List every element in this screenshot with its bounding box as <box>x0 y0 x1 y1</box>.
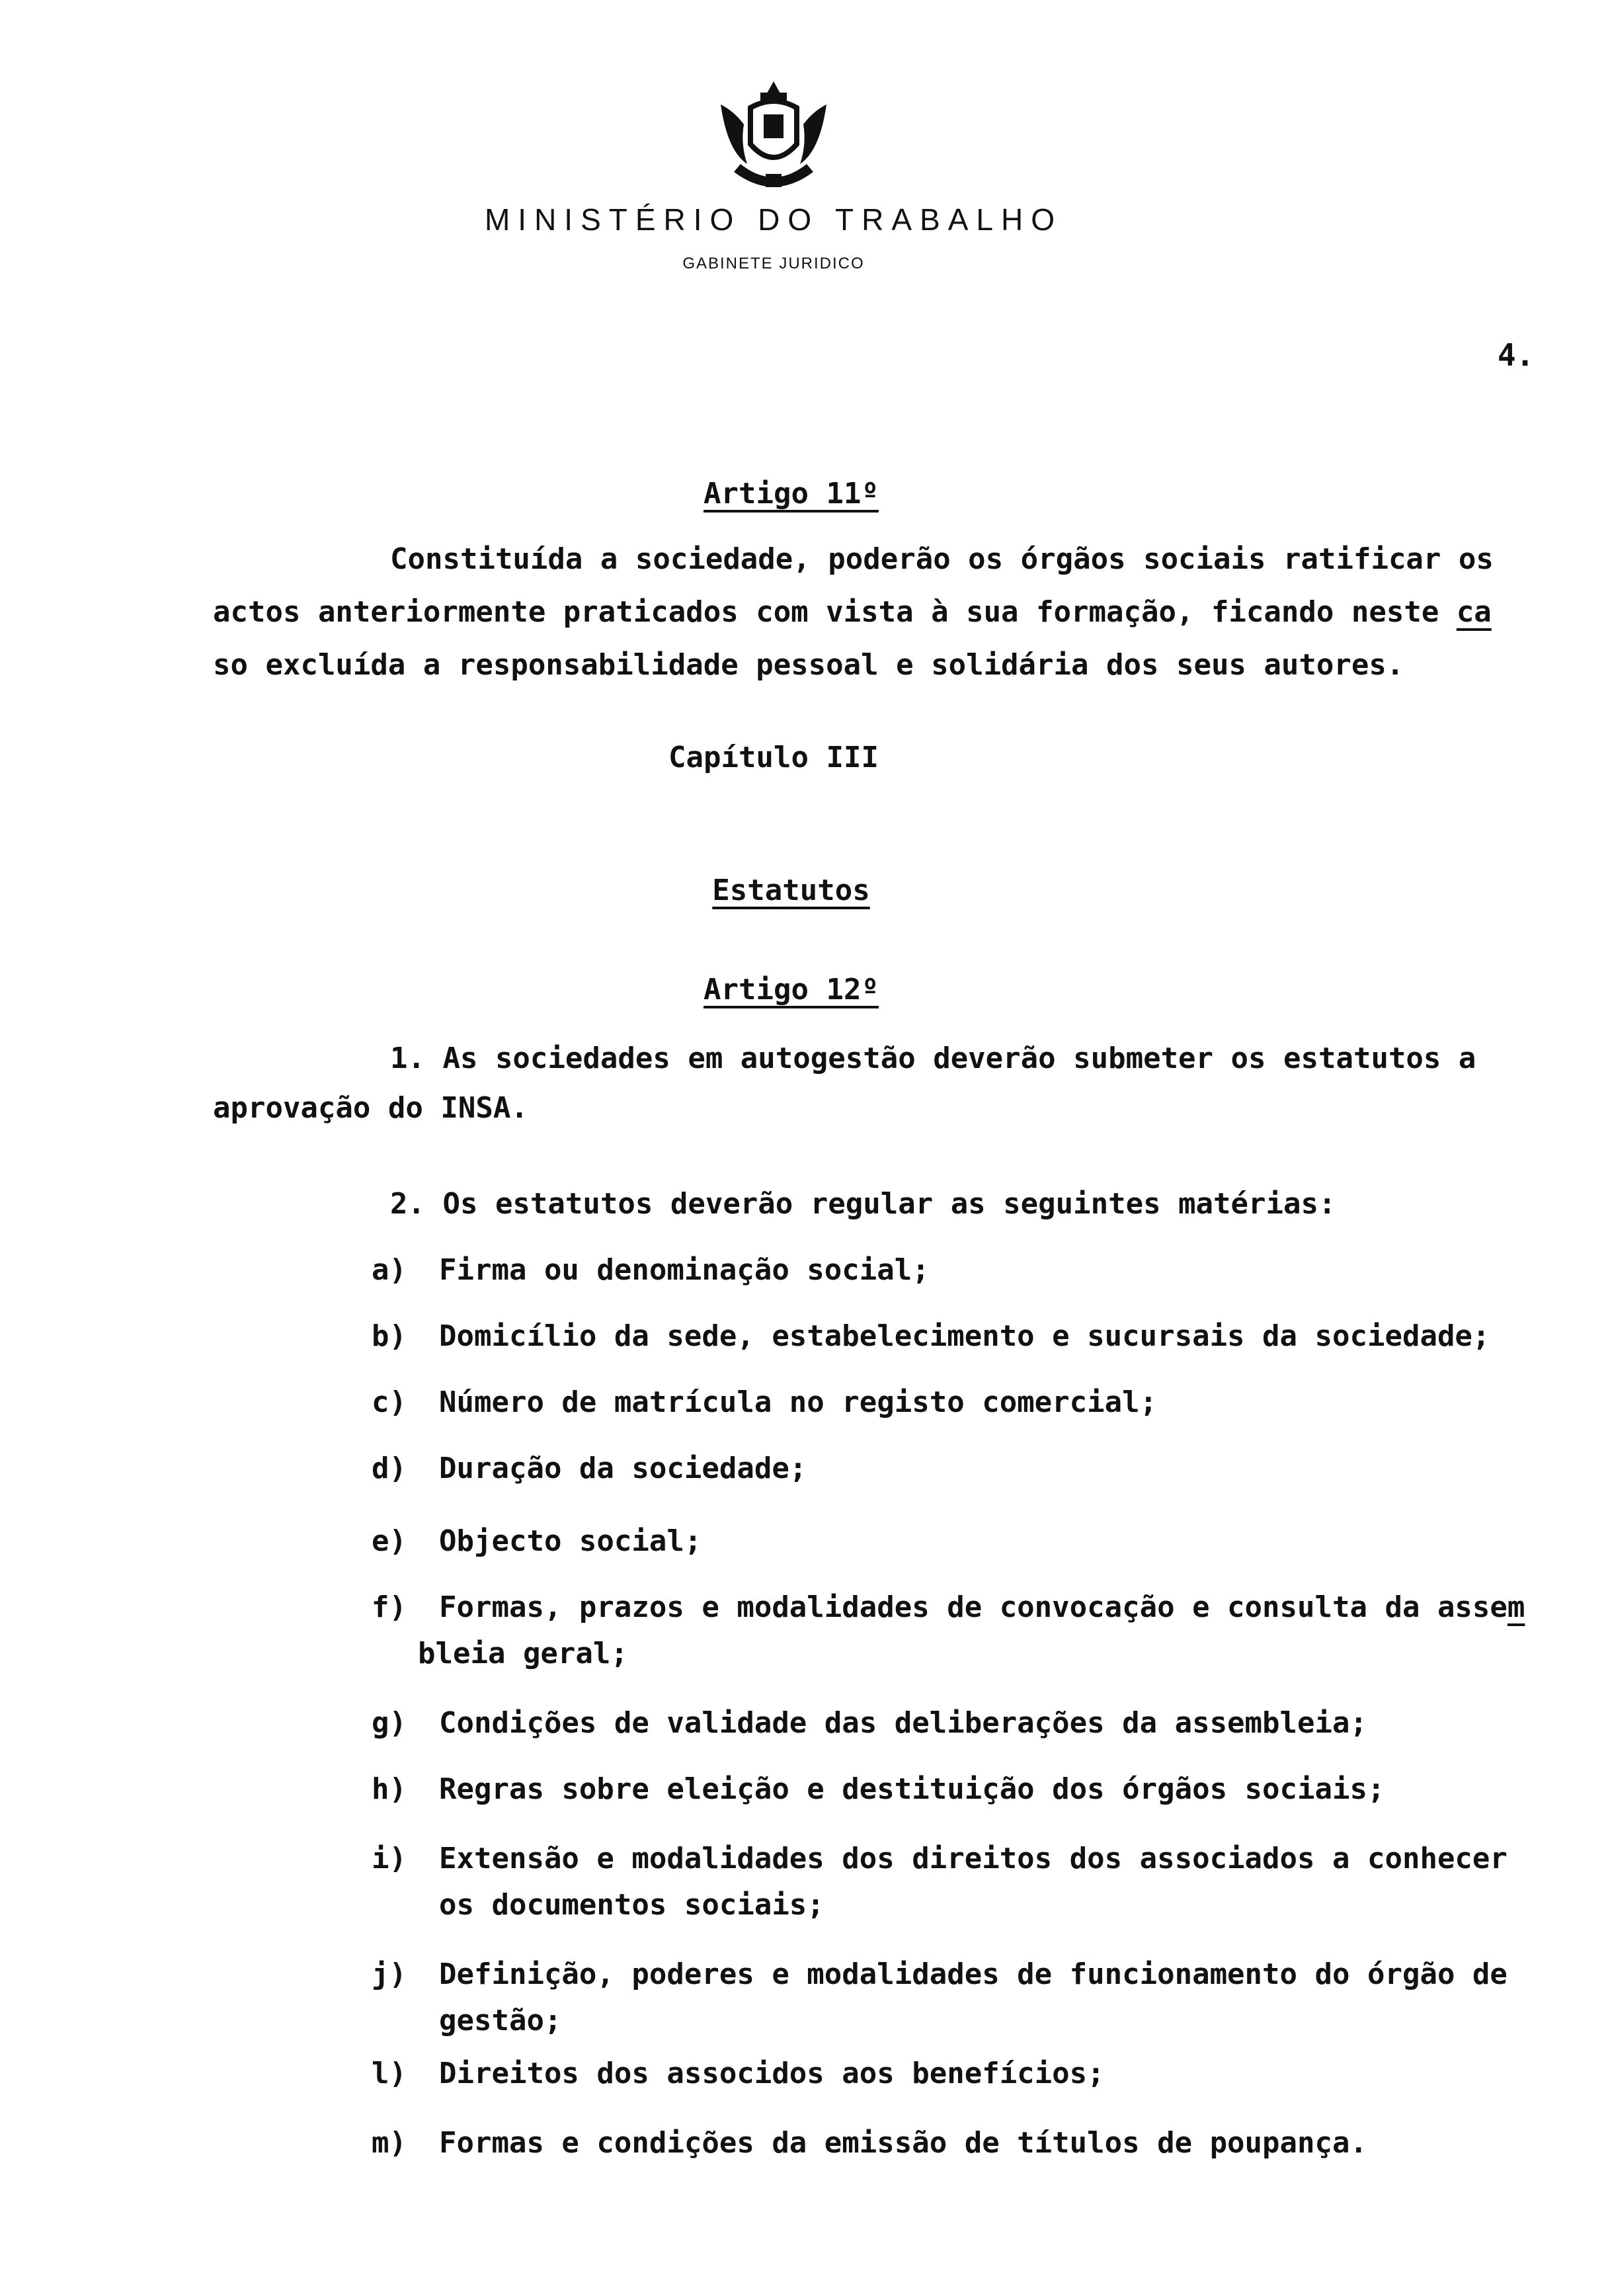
article-11-heading-text: Artigo 11º <box>704 477 879 511</box>
list-item-h <box>372 1772 1385 1806</box>
list-item-label: j) <box>372 1957 407 1991</box>
list-item-m <box>372 2126 1367 2160</box>
article-12-heading <box>0 939 1547 1006</box>
list-item-c <box>372 1385 1157 1419</box>
list-item-text: Extensão e modalidades dos direitos dos associados a conhecer <box>439 1842 1508 1875</box>
list-item-text: Formas, prazos e modalidades de convocação e consulta da asse <box>439 1590 1508 1624</box>
article-11-line-2 <box>213 595 1492 629</box>
article-12-para-1-line-2: aprovação do INSA. <box>213 1091 528 1125</box>
list-item-i-continuation: os documentos sociais; <box>439 1888 824 1922</box>
chapter-title: Capítulo III <box>668 741 879 774</box>
list-item-l <box>372 2057 1105 2090</box>
list-item-j <box>372 1957 1508 1991</box>
list-item-label: i) <box>372 1842 407 1875</box>
list-item-text: Condições de validade das deliberações da assembleia; <box>439 1706 1367 1740</box>
list-item-g <box>372 1706 1367 1740</box>
list-item-text: Objecto social; <box>439 1524 702 1558</box>
chapter-subtitle-wrap <box>0 840 1547 907</box>
list-item-text: Duração da sociedade; <box>439 1452 807 1485</box>
article-11-line-3: so excluída a responsabilidade pessoal e solidária dos seus autores. <box>213 648 1404 682</box>
cabinet-name: GABINETE JURIDICO <box>682 255 865 272</box>
list-item-text: Número de matrícula no registo comercial; <box>439 1385 1158 1419</box>
article-11-heading <box>0 443 1547 511</box>
coat-of-arms-emblem <box>714 78 833 190</box>
article-11-line-2-main: actos anteriormente praticados com vista à sua formação, ficando neste <box>213 595 1457 629</box>
list-item-f-continuation: bleia geral; <box>418 1637 628 1670</box>
list-item-j-continuation: gestão; <box>439 2004 562 2037</box>
list-item-text: Regras sobre eleição e destituição dos órgãos sociais; <box>439 1772 1385 1806</box>
article-12-para-1-line-1: 1. As sociedades em autogestão deverão submeter os estatutos a <box>390 1042 1476 1075</box>
list-item-label: l) <box>372 2057 407 2090</box>
list-item-e <box>372 1524 702 1558</box>
list-item-label: d) <box>372 1452 407 1485</box>
article-11-line-1: Constituída a sociedade, poderão os órgãos sociais ratificar os <box>390 542 1494 576</box>
list-item-label: h) <box>372 1772 407 1806</box>
list-item-label: b) <box>372 1319 407 1353</box>
list-item-text: Direitos dos associdos aos benefícios; <box>439 2057 1105 2090</box>
list-item-text-end: m <box>1507 1590 1525 1624</box>
list-item-label: c) <box>372 1385 407 1419</box>
list-item-text: Firma ou denominação social; <box>439 1253 930 1287</box>
list-item-f <box>372 1590 1525 1624</box>
list-item-b <box>372 1319 1490 1353</box>
list-item-text: Domicílio da sede, estabelecimento e sucursais da sociedade; <box>439 1319 1490 1353</box>
article-12-heading-text: Artigo 12º <box>704 973 879 1006</box>
chapter-subtitle: Estatutos <box>712 874 870 907</box>
list-item-label: m) <box>372 2126 407 2160</box>
ministry-name: MINISTÉRIO DO TRABALHO <box>484 202 1063 237</box>
list-item-a <box>372 1253 930 1287</box>
list-item-label: g) <box>372 1706 407 1740</box>
list-item-text: Formas e condições da emissão de títulos de poupança. <box>439 2126 1367 2160</box>
list-item-label: a) <box>372 1253 407 1287</box>
article-11-line-2-end: ca <box>1456 595 1492 629</box>
page-number: 4. <box>1498 337 1535 373</box>
list-item-label: f) <box>372 1590 407 1624</box>
article-12-para-2: 2. Os estatutos deverão regular as seguintes matérias: <box>390 1187 1336 1221</box>
list-item-i <box>372 1842 1508 1875</box>
list-item-label: e) <box>372 1524 407 1558</box>
list-item-text: Definição, poderes e modalidades de funcionamento do órgão de <box>439 1957 1508 1991</box>
list-item-d <box>372 1452 807 1485</box>
